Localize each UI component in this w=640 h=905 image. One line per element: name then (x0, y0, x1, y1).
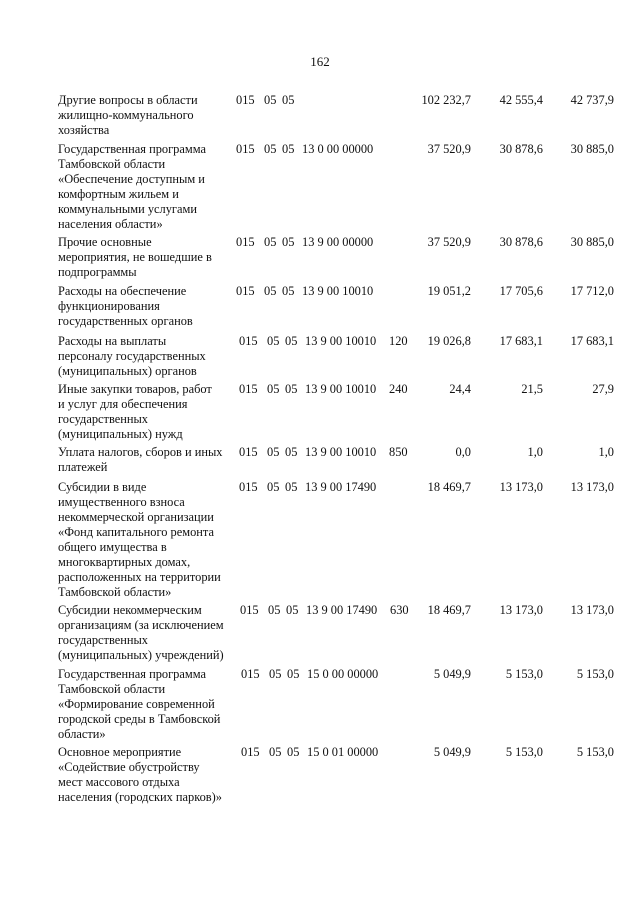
code-subsection: 05 (282, 284, 295, 298)
value-year-3: 27,9 (592, 382, 614, 396)
value-year-3: 17 683,1 (570, 334, 614, 348)
row-name (58, 445, 240, 475)
value-year-1: 102 232,7 (421, 93, 471, 107)
row-name-line: (муниципальных) нужд (58, 427, 183, 441)
row-name-line: Прочие основные (58, 235, 152, 249)
code-section: 05 (269, 745, 282, 759)
row-name-line: подпрограммы (58, 265, 137, 279)
code-ministry: 015 (239, 382, 258, 396)
value-year-3: 30 885,0 (570, 142, 614, 156)
row-name-line: функционирования (58, 299, 160, 313)
code-ministry: 015 (239, 334, 258, 348)
code-subsection: 05 (287, 745, 300, 759)
value-year-3: 42 737,9 (570, 93, 614, 107)
row-name-line: Государственная программа (58, 142, 206, 156)
code-target-article: 15 0 01 00000 (307, 745, 379, 759)
value-year-2: 17 705,6 (499, 284, 543, 298)
row-name-line: населения области» (58, 217, 163, 231)
row-name-line: жилищно-коммунального (58, 108, 194, 122)
row-name-line: государственных (58, 633, 149, 647)
value-year-1: 18 469,7 (427, 603, 471, 617)
code-subsection: 05 (282, 142, 295, 156)
page-number: 162 (310, 54, 330, 69)
code-subsection: 05 (285, 382, 298, 396)
code-section: 05 (267, 445, 280, 459)
row-name-line: «Формирование современной (58, 697, 215, 711)
code-ministry: 015 (240, 603, 259, 617)
row-name-line: расположенных на территории (58, 570, 221, 584)
value-year-1: 19 026,8 (427, 334, 471, 348)
value-year-1: 5 049,9 (433, 667, 471, 681)
value-year-2: 17 683,1 (499, 334, 543, 348)
row-name (58, 334, 240, 379)
value-year-2: 5 153,0 (505, 667, 543, 681)
row-name-line: «Обеспечение доступным и (58, 172, 205, 186)
row-name (58, 603, 240, 663)
code-section: 05 (264, 284, 277, 298)
code-target-article: 13 9 00 00000 (302, 235, 374, 249)
code-ministry: 015 (236, 93, 255, 107)
row-name-line: мероприятия, не вошедшие в (58, 250, 212, 264)
code-section: 05 (267, 480, 280, 494)
row-name-line: государственных органов (58, 314, 193, 328)
code-target-article: 13 9 00 17490 (306, 603, 378, 617)
row-name-line: Иные закупки товаров, работ (58, 382, 212, 396)
row-name-line: имущественного взноса (58, 495, 185, 509)
code-subsection: 05 (285, 334, 298, 348)
value-year-1: 5 049,9 (433, 745, 471, 759)
value-year-1: 19 051,2 (427, 284, 471, 298)
row-name (58, 667, 240, 742)
row-name (58, 745, 240, 805)
row-name-line: «Фонд капитального ремонта (58, 525, 214, 539)
code-target-article: 13 9 00 10010 (305, 334, 377, 348)
value-year-2: 1,0 (527, 445, 543, 459)
value-year-1: 24,4 (449, 382, 471, 396)
code-section: 05 (264, 93, 277, 107)
code-target-article: 15 0 00 00000 (307, 667, 379, 681)
code-subsection: 05 (287, 667, 300, 681)
value-year-2: 21,5 (521, 382, 543, 396)
code-section: 05 (269, 667, 282, 681)
row-name-line: (муниципальных) органов (58, 364, 197, 378)
code-expense-type: 850 (389, 445, 408, 459)
row-name-line: и услуг для обеспечения (58, 397, 188, 411)
row-name (58, 93, 240, 138)
value-year-3: 13 173,0 (570, 603, 614, 617)
value-year-2: 5 153,0 (505, 745, 543, 759)
row-name-line: организациям (за исключением (58, 618, 224, 632)
code-subsection: 05 (285, 480, 298, 494)
row-name-line: Расходы на обеспечение (58, 284, 187, 298)
row-name-line: некоммерческой организации (58, 510, 214, 524)
value-year-2: 13 173,0 (499, 480, 543, 494)
row-name-line: городской среды в Тамбовской (58, 712, 221, 726)
code-expense-type: 240 (389, 382, 408, 396)
row-name (58, 382, 240, 442)
value-year-2: 30 878,6 (499, 142, 543, 156)
value-year-3: 5 153,0 (576, 667, 614, 681)
code-ministry: 015 (236, 235, 255, 249)
code-target-article: 13 9 00 10010 (305, 445, 377, 459)
code-target-article: 13 9 00 17490 (305, 480, 377, 494)
row-name-line: (муниципальных) учреждений) (58, 648, 224, 662)
row-name-line: Тамбовской области (58, 682, 166, 696)
code-section: 05 (268, 603, 281, 617)
row-name-line: коммунальными услугами (58, 202, 197, 216)
row-name-line: платежей (58, 460, 108, 474)
row-name-line: хозяйства (58, 123, 110, 137)
code-target-article: 13 0 00 00000 (302, 142, 374, 156)
code-target-article: 13 9 00 10010 (305, 382, 377, 396)
value-year-1: 37 520,9 (427, 235, 471, 249)
row-name-line: Тамбовской области» (58, 585, 172, 599)
value-year-2: 42 555,4 (499, 93, 543, 107)
value-year-3: 13 173,0 (570, 480, 614, 494)
code-subsection: 05 (285, 445, 298, 459)
value-year-3: 30 885,0 (570, 235, 614, 249)
row-name (58, 284, 240, 329)
value-year-1: 37 520,9 (427, 142, 471, 156)
row-name-line: населения (городских парков)» (58, 790, 222, 804)
code-ministry: 015 (241, 667, 260, 681)
row-name-line: области» (58, 727, 106, 741)
value-year-2: 13 173,0 (499, 603, 543, 617)
code-expense-type: 120 (389, 334, 408, 348)
code-section: 05 (267, 334, 280, 348)
code-subsection: 05 (286, 603, 299, 617)
code-expense-type: 630 (390, 603, 409, 617)
row-name-line: мест массового отдыха (58, 775, 180, 789)
row-name-line: Государственная программа (58, 667, 206, 681)
row-name-line: Расходы на выплаты (58, 334, 167, 348)
value-year-3: 17 712,0 (570, 284, 614, 298)
code-ministry: 015 (239, 480, 258, 494)
value-year-3: 5 153,0 (576, 745, 614, 759)
value-year-1: 0,0 (455, 445, 471, 459)
row-name-line: Субсидии некоммерческим (58, 603, 202, 617)
row-name-line: общего имущества в (58, 540, 167, 554)
value-year-2: 30 878,6 (499, 235, 543, 249)
row-name-line: «Содействие обустройству (58, 760, 200, 774)
code-ministry: 015 (241, 745, 260, 759)
code-section: 05 (264, 235, 277, 249)
row-name-line: Другие вопросы в области (58, 93, 198, 107)
code-section: 05 (264, 142, 277, 156)
row-name-line: Тамбовской области (58, 157, 166, 171)
row-name (58, 480, 240, 600)
row-name-line: многоквартирных домах, (58, 555, 191, 569)
code-ministry: 015 (236, 284, 255, 298)
row-name-line: государственных (58, 412, 149, 426)
row-name (58, 235, 240, 280)
value-year-3: 1,0 (598, 445, 614, 459)
code-subsection: 05 (282, 93, 295, 107)
code-subsection: 05 (282, 235, 295, 249)
value-year-1: 18 469,7 (427, 480, 471, 494)
row-name-line: Основное мероприятие (58, 745, 182, 759)
row-name-line: персоналу государственных (58, 349, 206, 363)
row-name-line: комфортным жильем и (58, 187, 179, 201)
code-ministry: 015 (236, 142, 255, 156)
code-ministry: 015 (239, 445, 258, 459)
row-name (58, 142, 240, 232)
row-name-line: Уплата налогов, сборов и иных (58, 445, 223, 459)
code-section: 05 (267, 382, 280, 396)
row-name-line: Субсидии в виде (58, 480, 147, 494)
code-target-article: 13 9 00 10010 (302, 284, 374, 298)
